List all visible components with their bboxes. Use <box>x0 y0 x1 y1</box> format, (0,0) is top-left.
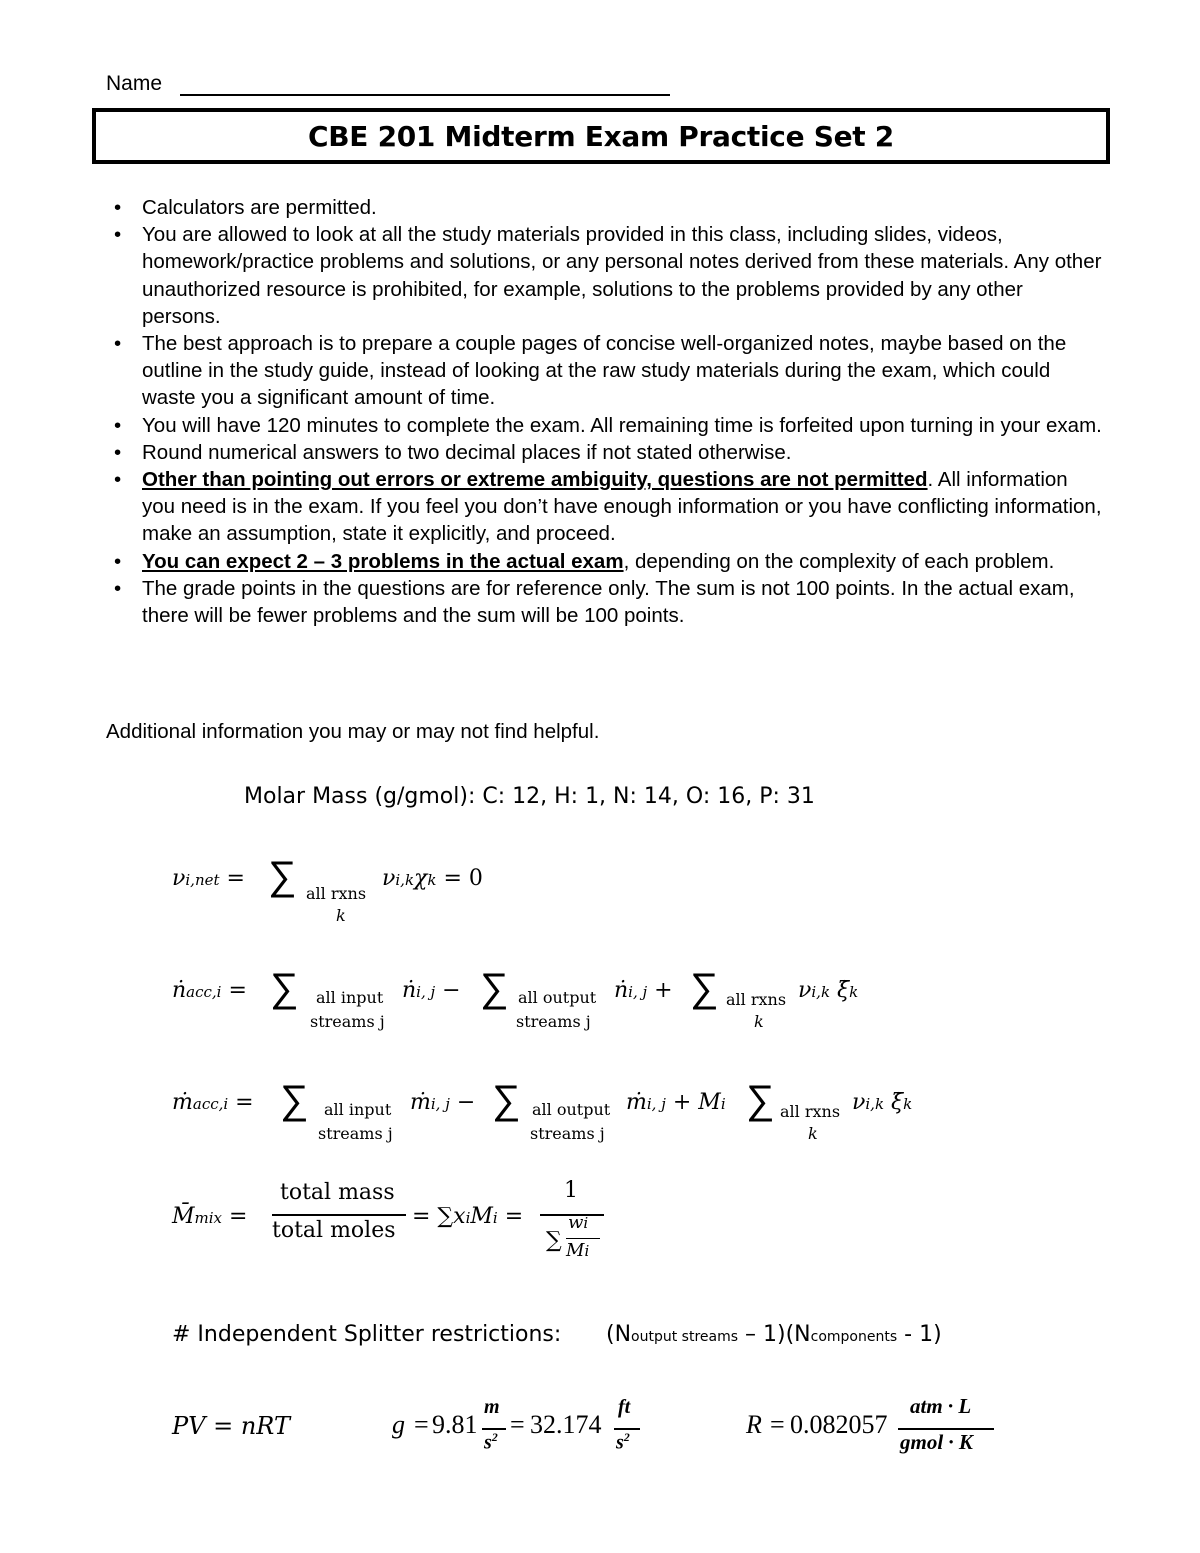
unit-num: m <box>484 1396 500 1418</box>
list-item <box>106 548 1106 575</box>
bullet-icon: • <box>114 196 122 219</box>
molar-mass: Molar Mass (g/gmol): C: 12, H: 1, N: 14, O: 16, P: 31 <box>244 784 815 809</box>
list-item <box>106 194 1106 221</box>
name-label: Name <box>106 72 163 95</box>
bullet-bold-text: You can expect 2 – 3 problems in the actual exam <box>142 549 624 573</box>
fraction-inner-num: wi <box>568 1212 589 1233</box>
bullet-icon: • <box>114 223 122 247</box>
equation-mass-balance: ṁacc,i = <box>172 1090 254 1115</box>
fraction-denominator: total moles <box>272 1218 396 1243</box>
list-item <box>106 221 1106 330</box>
list-item <box>106 575 1106 629</box>
bullet-text: The best approach is to prepare a couple pages of concise well-organized notes, maybe based on the outline in the study guide, instead of looking at the raw study materials during the exam, which could waste you a significant amount of time. <box>142 332 1067 410</box>
sum-label: all output <box>532 1100 611 1119</box>
equation-term: ṁi, j + Mi <box>626 1090 726 1115</box>
gravity-value2: 32.174 <box>530 1410 602 1439</box>
equation-term: ṅi, j − <box>402 978 461 1003</box>
fraction-bar <box>566 1238 600 1239</box>
bullet-icon: • <box>114 549 122 573</box>
gas-constant-r: R <box>746 1410 762 1439</box>
sigma-symbol: ∑ <box>280 1078 309 1122</box>
gravity-eq2: = <box>510 1410 525 1439</box>
equation-term: ṁi, j − <box>410 1090 476 1115</box>
list-item <box>106 439 1106 466</box>
bullet-text: The grade points in the questions are for reference only. The sum is not 100 points. In the actual exam, there will be fewer problems and the sum will be 100 points. <box>142 576 1075 628</box>
fraction-bar <box>272 1214 406 1216</box>
unit-den: $s^2$ <box>616 1430 630 1454</box>
bullet-icon: • <box>114 440 122 464</box>
fraction-inner-den: Mi <box>566 1240 590 1261</box>
additional-info: Additional information you may or may not find helpful. <box>106 720 600 743</box>
bullet-text: You are allowed to look at all the study materials provided in this class, including slides, videos, homework/practice problems and solutions, or any personal notes derived from these materials. Any other unauthorized resource is prohibited, for example, solutions to the problems provided by any other persons. <box>142 223 1102 328</box>
sigma-symbol: ∑ <box>270 966 299 1010</box>
list-item <box>106 412 1106 439</box>
bullet-text: Calculators are permitted. <box>142 196 377 219</box>
gravity-g: g <box>392 1410 405 1439</box>
sum-label: streams j <box>516 1012 591 1031</box>
gravity-eq: = <box>414 1410 429 1439</box>
sum-label: all output <box>518 988 597 1007</box>
sigma-symbol: ∑ <box>268 854 297 898</box>
equation-avg-molar-mass: M̄mix = <box>172 1204 248 1229</box>
splitter-sub: components <box>810 1329 898 1345</box>
bullet-text: Round numerical answers to two decimal places if not stated otherwise. <box>142 440 792 464</box>
sum-label: all rxns <box>726 990 787 1009</box>
splitter-n: (N <box>606 1322 632 1347</box>
sigma-symbol: ∑ <box>480 966 509 1010</box>
equation-term: νi,k ξ̇k <box>798 978 859 1003</box>
bullet-icon: • <box>114 332 122 356</box>
splitter-end: - 1) <box>897 1322 942 1347</box>
title-box <box>92 108 1110 164</box>
unit-den: $s^2$ <box>484 1430 498 1454</box>
bullet-icon: • <box>114 576 122 600</box>
bullet-icon: • <box>114 413 122 437</box>
equation-term: ṅi, j + <box>614 978 673 1003</box>
equation-net-stoich-rhs: νi,kχk = 0 <box>382 866 483 891</box>
sigma-symbol: ∑ <box>746 1078 775 1122</box>
sum-label-k: k <box>754 1012 764 1031</box>
unit-num: ft <box>618 1396 631 1418</box>
sum-label: all rxns <box>780 1102 841 1121</box>
splitter-sub: output streams <box>631 1329 739 1345</box>
sum-label-k: k <box>336 906 346 925</box>
bullet-text: , depending on the complexity of each problem. <box>623 549 1055 573</box>
instructions-list <box>106 194 1106 629</box>
sum-label: all input <box>316 988 384 1007</box>
sum-label: streams j <box>310 1012 385 1031</box>
unit-den: gmol · K <box>900 1430 973 1454</box>
bullet-text: . All information you need is in the exam. If you feel you don’t have enough information or you have conflicting information, make an assumption, state it explicitly, and proceed. <box>142 468 1102 546</box>
sigma-symbol: ∑ <box>690 966 719 1010</box>
equation-term: = ∑xiMi = <box>412 1204 524 1229</box>
sum-label: streams j <box>318 1124 393 1143</box>
fraction-numerator: 1 <box>564 1178 578 1203</box>
fraction-denominator: ∑ <box>546 1228 562 1253</box>
gas-constant-eq: = <box>770 1410 785 1439</box>
list-item <box>106 466 1106 548</box>
bullet-icon: • <box>114 468 122 492</box>
unit-num: atm · L <box>910 1394 972 1418</box>
sum-label-k: k <box>808 1124 818 1143</box>
bullet-bold-text: Other than pointing out errors or extreme ambiguity, questions are not permitted <box>142 468 928 492</box>
name-input-line[interactable] <box>180 94 670 96</box>
splitter-formula <box>606 1322 942 1347</box>
list-item <box>106 330 1106 412</box>
gas-constant-value: 0.082057 <box>790 1410 888 1439</box>
bullet-text: You will have 120 minutes to complete the exam. All remaining time is forfeited upon turning in your exam. <box>142 413 1102 437</box>
fraction-numerator: total mass <box>280 1180 395 1205</box>
sum-label: streams j <box>530 1124 605 1143</box>
equation-net-stoich: νi,net = <box>172 866 245 891</box>
splitter-mid: – 1)(N <box>738 1322 811 1347</box>
equation-term: νi,k ξ̇k <box>852 1090 913 1115</box>
sum-label: all rxns <box>306 884 367 903</box>
gravity-value: 9.81 <box>432 1410 478 1439</box>
sigma-symbol: ∑ <box>492 1078 521 1122</box>
equation-molar-balance: ṅacc,i = <box>172 978 247 1003</box>
splitter-label: # Independent Splitter restrictions: <box>172 1322 562 1347</box>
ideal-gas-law: PV = nRT <box>172 1412 290 1440</box>
page-title: CBE 201 Midterm Exam Practice Set 2 <box>308 119 894 153</box>
sum-label: all input <box>324 1100 392 1119</box>
